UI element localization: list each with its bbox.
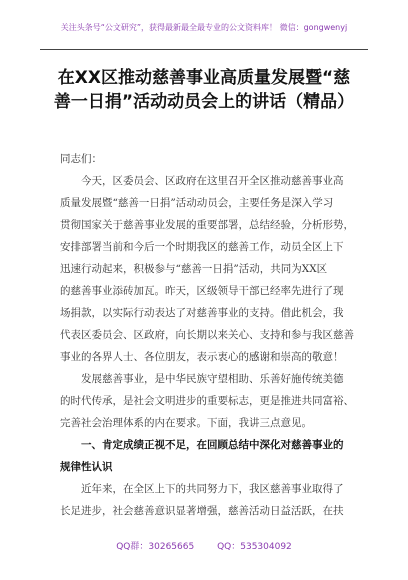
- paragraph-line: 完善社会治理体系的内在要求。下面，我讲三点意见。: [60, 417, 312, 429]
- paragraph-line: 长足进步，社会慈善意识显著增强，慈善活动日益活跃，在扶: [60, 505, 344, 517]
- section-heading: 一、肯定成绩正视不足，在回顾总结中深化对慈善事业的: [81, 439, 344, 451]
- paragraph-line: 代表区委员会、区政府，向长期以来关心、支持和参与我区慈善: [60, 329, 354, 341]
- header-divider: [40, 49, 368, 50]
- title-line-2: 善一日捐”活动动员会上的讲话（精品）: [53, 92, 355, 112]
- header-banner: 关注头条号“公文研究”，获得最新最全最专业的公文资料库！ 微信：gongwenyj: [60, 23, 348, 32]
- paragraph-line: 的时代传承，是社会文明进步的重要标志，更是推进共同富裕、: [60, 395, 354, 407]
- paragraph-line: 安排部署当前和今后一个时期我区的慈善工作，动员全区上下: [60, 241, 344, 253]
- paragraph-line: 的慈善事业添砖加瓦。昨天，区级领导干部已经率先进行了现: [60, 285, 344, 297]
- paragraph-line: 今天，区委员会、区政府在这里召开全区推动慈善事业高: [81, 175, 344, 187]
- paragraph-line: 迅速行动起来，积极参与“慈善一日捐”活动，共同为XX区: [60, 263, 328, 275]
- paragraph-line: 近年来，在全区上下的共同努力下，我区慈善事业取得了: [81, 483, 344, 495]
- paragraph-line: 发展慈善事业，是中华民族守望相助、乐善好施传统美德: [81, 373, 344, 385]
- footer-qq-group: QQ群：30265665: [116, 542, 195, 552]
- document-body: [60, 148, 362, 522]
- paragraph-line: 事业的各界人士、各位朋友，表示衷心的感谢和崇高的敬意！: [60, 351, 344, 363]
- paragraph-line: 质量发展暨“慈善一日捐”活动动员会，主要任务是深入学习: [60, 197, 334, 209]
- paragraph-line: 场捐款，以实际行动表达了对慈善事业的支持。借此机会，我: [60, 307, 344, 319]
- document-title: [40, 66, 368, 114]
- footer-qq: QQ：535304092: [217, 542, 292, 552]
- salutation: 同志们：: [60, 153, 102, 165]
- footer-contact: [0, 539, 408, 552]
- title-line-1: 在XX区推动慈善事业高质量发展暨“慈: [57, 68, 351, 88]
- paragraph-line: 贯彻国家关于慈善事业发展的重要部署，总结经验，分析形势，: [60, 219, 354, 231]
- section-heading: 规律性认识: [60, 461, 113, 473]
